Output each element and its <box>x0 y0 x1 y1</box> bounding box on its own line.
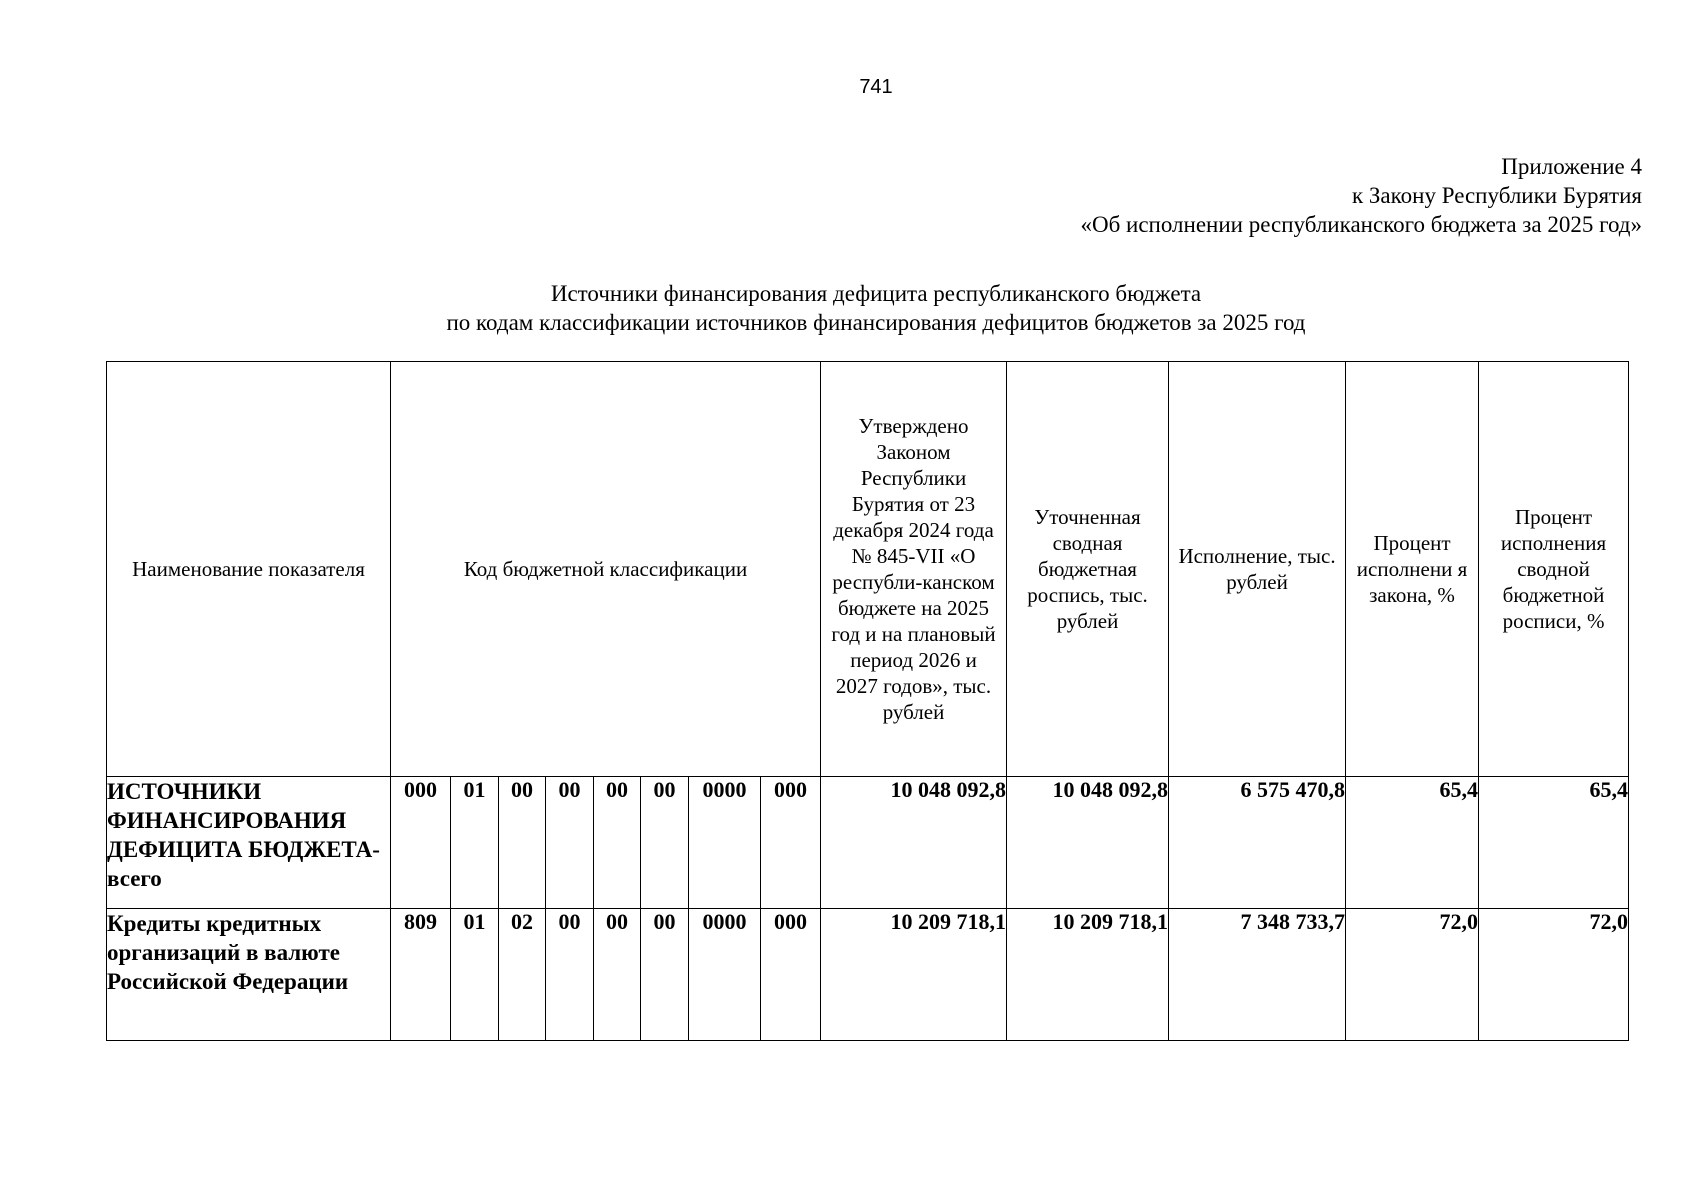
appendix-line-2: к Закону Республики Бурятия <box>1351 183 1642 208</box>
code-cell: 00 <box>641 909 689 1041</box>
code-cell: 01 <box>451 777 499 909</box>
code-cell: 00 <box>594 909 641 1041</box>
code-cell: 00 <box>594 777 641 909</box>
table-row <box>107 777 1629 909</box>
appendix-block <box>1080 152 1642 239</box>
document-title <box>0 279 1698 337</box>
code-cell: 00 <box>641 777 689 909</box>
appendix-line-3: «Об исполнении республиканского бюджета за 2025 год» <box>1080 212 1642 237</box>
code-cell: 0000 <box>689 909 761 1041</box>
appendix-line-1: Приложение 4 <box>1501 154 1642 179</box>
code-cell: 000 <box>761 909 821 1041</box>
table-row <box>107 909 1629 1041</box>
table-header-row <box>107 362 1629 777</box>
execution-value: 6 575 470,8 <box>1169 777 1346 909</box>
code-cell: 809 <box>391 909 451 1041</box>
pct-refined-value: 65,4 <box>1479 777 1629 909</box>
code-cell: 000 <box>761 777 821 909</box>
row-name: Кредиты кредитных организаций в валюте Российской Федерации <box>107 909 391 1041</box>
pct-refined-value: 72,0 <box>1479 909 1629 1041</box>
header-pct-refined: Процент исполнения сводной бюджетной росписи, % <box>1479 362 1629 777</box>
code-cell: 00 <box>546 777 594 909</box>
refined-value: 10 209 718,1 <box>1007 909 1169 1041</box>
document-title-line-2: по кодам классификации источников финансирования дефицитов бюджетов за 2025 год <box>446 310 1306 335</box>
financing-sources-table <box>106 361 1629 1041</box>
code-cell: 00 <box>499 777 546 909</box>
code-cell: 000 <box>391 777 451 909</box>
header-pct-law: Процент исполнени я закона, % <box>1346 362 1479 777</box>
page-number: 741 <box>859 76 893 98</box>
code-cell: 00 <box>546 909 594 1041</box>
approved-value: 10 209 718,1 <box>821 909 1007 1041</box>
header-execution: Исполнение, тыс. рублей <box>1169 362 1346 777</box>
refined-value: 10 048 092,8 <box>1007 777 1169 909</box>
header-name: Наименование показателя <box>107 362 391 777</box>
code-cell: 01 <box>451 909 499 1041</box>
header-approved: Утверждено Законом Республики Бурятия от 23 декабря 2024 года № 845-VII «О республи-канском бюджете на 2025 год и на плановый период 2026 и 2027 годов», тыс. рублей <box>821 362 1007 777</box>
pct-law-value: 72,0 <box>1346 909 1479 1041</box>
code-cell: 0000 <box>689 777 761 909</box>
row-name: ИСТОЧНИКИ ФИНАНСИРОВАНИЯ ДЕФИЦИТА БЮДЖЕТА-всего <box>107 777 391 909</box>
header-code: Код бюджетной классификации <box>391 362 821 777</box>
header-refined: Уточненная сводная бюджетная роспись, тыс. рублей <box>1007 362 1169 777</box>
approved-value: 10 048 092,8 <box>821 777 1007 909</box>
code-cell: 02 <box>499 909 546 1041</box>
execution-value: 7 348 733,7 <box>1169 909 1346 1041</box>
document-title-line-1: Источники финансирования дефицита республиканского бюджета <box>550 281 1202 306</box>
pct-law-value: 65,4 <box>1346 777 1479 909</box>
